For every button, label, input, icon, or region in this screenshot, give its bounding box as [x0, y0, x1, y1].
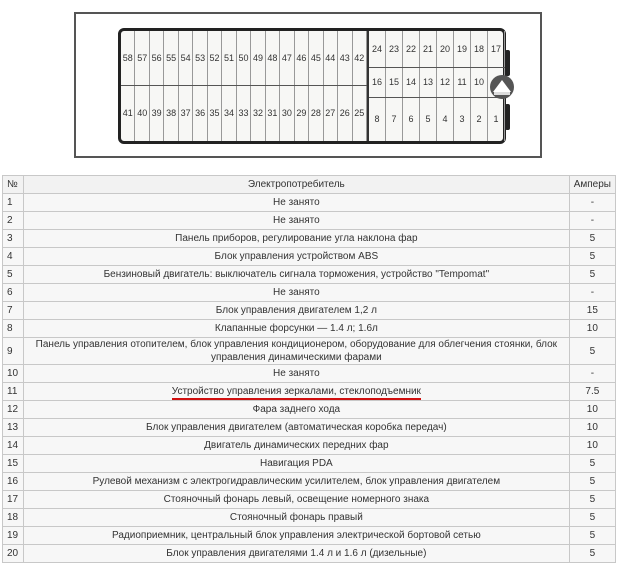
- consumer-text: Блок управления двигателем (автоматическая коробка передач): [146, 422, 447, 433]
- fuse-label: 49: [251, 31, 265, 86]
- fuse-consumer: [24, 302, 570, 320]
- fuse-amperage: 5: [569, 338, 615, 365]
- mount-slot-top: [505, 50, 510, 76]
- mount-slot-bottom: [505, 104, 510, 130]
- fuse-label: 14: [403, 67, 420, 97]
- fuse-label: 46: [295, 31, 309, 86]
- fuse-label: 41: [121, 86, 135, 141]
- fuse-label: 27: [324, 86, 338, 141]
- fuse-label: 35: [208, 86, 222, 141]
- fuse-box-diagram: [74, 12, 542, 158]
- fuse-label: 54: [179, 31, 193, 86]
- fuse-label: 10: [471, 67, 488, 97]
- fuse-consumer: [24, 401, 570, 419]
- fuse-amperage: 5: [569, 509, 615, 527]
- fuse-consumer: [24, 437, 570, 455]
- fuse-consumer: [24, 419, 570, 437]
- fuse-label: 5: [420, 97, 437, 141]
- consumer-text: Не занято: [273, 368, 320, 379]
- fuse-label: 1: [488, 97, 505, 141]
- consumer-text: Не занято: [273, 215, 320, 226]
- header-amps: Амперы: [569, 176, 615, 194]
- fuse-number: 8: [3, 320, 24, 338]
- fuse-consumer: [24, 509, 570, 527]
- fuse-label: 34: [222, 86, 236, 141]
- grid-divider: [369, 67, 505, 68]
- fuse-number: 12: [3, 401, 24, 419]
- fuse-label: 33: [237, 86, 251, 141]
- fuse-number: 4: [3, 248, 24, 266]
- table-row: [3, 509, 616, 527]
- fuse-number: 14: [3, 437, 24, 455]
- header-consumer: Электропотребитель: [24, 176, 570, 194]
- fuse-label: 13: [420, 67, 437, 97]
- fuse-number: 7: [3, 302, 24, 320]
- fuse-number: 10: [3, 365, 24, 383]
- fuse-label: 37: [179, 86, 193, 141]
- fuse-number: 15: [3, 455, 24, 473]
- fuse-label: 21: [420, 31, 437, 67]
- fuse-number: 13: [3, 419, 24, 437]
- table-row: [3, 266, 616, 284]
- fuse-amperage: 10: [569, 401, 615, 419]
- fuse-consumer: [24, 194, 570, 212]
- fuse-consumer: [24, 284, 570, 302]
- fuse-label: 42: [353, 31, 367, 86]
- fuse-label: 19: [454, 31, 471, 67]
- consumer-text: Рулевой механизм с электрогидравлическим усилителем, блок управления двигателем: [92, 476, 501, 487]
- fuse-number: 3: [3, 230, 24, 248]
- fuse-amperage: 5: [569, 455, 615, 473]
- table-row: [3, 230, 616, 248]
- fuse-label: 30: [280, 86, 294, 141]
- fuse-label: 55: [164, 31, 178, 86]
- table-row: [3, 365, 616, 383]
- fuse-amperage: 5: [569, 473, 615, 491]
- table-row: [3, 383, 616, 401]
- fuse-grid-small: [367, 31, 505, 141]
- fuse-label: 58: [121, 31, 135, 86]
- fuse-consumer: [24, 527, 570, 545]
- fuse-label: 48: [266, 31, 280, 86]
- consumer-text: Фара заднего хода: [252, 404, 341, 415]
- header-num: №: [3, 176, 24, 194]
- consumer-text: Не занято: [273, 197, 320, 208]
- consumer-text: Блок управления двигателями 1.4 л и 1.6 л (дизельные): [166, 548, 427, 559]
- fuse-label: 16: [369, 67, 386, 97]
- fuse-label: 51: [222, 31, 236, 86]
- fuse-label: 3: [454, 97, 471, 141]
- consumer-text: Стояночный фонарь левый, освещение номерного знака: [163, 494, 430, 505]
- fuse-label: 40: [135, 86, 149, 141]
- fuse-amperage: 5: [569, 266, 615, 284]
- consumer-text: Панель приборов, регулирование угла наклона фар: [175, 233, 418, 244]
- fuse-label: 36: [193, 86, 207, 141]
- fuse-consumer: [24, 230, 570, 248]
- fuse-amperage: 10: [569, 437, 615, 455]
- table-row: [3, 212, 616, 230]
- fuse-consumer: [24, 383, 570, 401]
- grid-divider: [121, 85, 367, 86]
- fuse-amperage: -: [569, 284, 615, 302]
- fuse-label: 15: [386, 67, 403, 97]
- fuse-number: 9: [3, 338, 24, 365]
- fuse-consumer: [24, 248, 570, 266]
- fuse-consumer: [24, 320, 570, 338]
- fuse-label: 45: [309, 31, 323, 86]
- table-row: [3, 473, 616, 491]
- highlighted-consumer-text: Устройство управления зеркалами, стеклоподъемник: [172, 386, 421, 400]
- table-row: [3, 401, 616, 419]
- fuse-amperage: -: [569, 212, 615, 230]
- fuse-label: 50: [237, 31, 251, 86]
- fuse-number: 17: [3, 491, 24, 509]
- table-row: [3, 302, 616, 320]
- fuse-number: 6: [3, 284, 24, 302]
- fuse-amperage: 15: [569, 302, 615, 320]
- fuse-number: 1: [3, 194, 24, 212]
- fuse-number: 18: [3, 509, 24, 527]
- watermark-logo-icon: [489, 74, 515, 100]
- fuse-label: 28: [309, 86, 323, 141]
- fuse-consumer: [24, 473, 570, 491]
- table-header-row: [3, 176, 616, 194]
- fuse-label: 11: [454, 67, 471, 97]
- fuse-label: 2: [471, 97, 488, 141]
- fuse-consumer: [24, 212, 570, 230]
- consumer-text: Не занято: [273, 287, 320, 298]
- table-row: [3, 527, 616, 545]
- consumer-text: Бензиновый двигатель: выключатель сигнала торможения, устройство "Tempomat": [103, 269, 490, 280]
- table-row: [3, 320, 616, 338]
- fuse-label: 22: [403, 31, 420, 67]
- fuse-label: 26: [338, 86, 352, 141]
- fuse-consumer: [24, 491, 570, 509]
- fuse-grid-large: [121, 31, 367, 141]
- fuse-consumer: [24, 545, 570, 563]
- fuse-amperage: 7.5: [569, 383, 615, 401]
- fuse-label: 44: [324, 31, 338, 86]
- table-row: [3, 545, 616, 563]
- fuse-label: 23: [386, 31, 403, 67]
- fuse-amperage: 5: [569, 491, 615, 509]
- table-row: [3, 437, 616, 455]
- fuse-label: 4: [437, 97, 454, 141]
- fuse-box-outline: [118, 28, 506, 144]
- fuse-amperage: -: [569, 194, 615, 212]
- consumer-text: Двигатель динамических передних фар: [204, 440, 389, 451]
- table-row: [3, 248, 616, 266]
- fuse-amperage: 10: [569, 320, 615, 338]
- table-row: [3, 284, 616, 302]
- fuse-label: 20: [437, 31, 454, 67]
- fuse-label: 17: [488, 31, 505, 67]
- table-row: [3, 194, 616, 212]
- fuse-amperage: 10: [569, 419, 615, 437]
- fuse-label: 38: [164, 86, 178, 141]
- fuse-label: 53: [193, 31, 207, 86]
- fuse-label: 56: [150, 31, 164, 86]
- fuse-number: 2: [3, 212, 24, 230]
- fuse-label: 57: [135, 31, 149, 86]
- table-row: [3, 491, 616, 509]
- grid-divider: [369, 97, 505, 98]
- fuse-number: 16: [3, 473, 24, 491]
- fuse-label: 29: [295, 86, 309, 141]
- fuse-consumer: [24, 266, 570, 284]
- fuse-number: 20: [3, 545, 24, 563]
- fuse-label: 31: [266, 86, 280, 141]
- fuse-label: 39: [150, 86, 164, 141]
- fuse-label: 18: [471, 31, 488, 67]
- fuse-amperage: 5: [569, 527, 615, 545]
- consumer-text: Панель управления отопителем, блок управления кондиционером, оборудование для облегчения стоянки, блок управления динамическими фарами: [35, 339, 558, 363]
- consumer-text: Стояночный фонарь правый: [229, 512, 363, 523]
- consumer-text: Блок управления двигателем 1,2 л: [215, 305, 377, 316]
- consumer-text: Радиоприемник, центральный блок управления электрической бортовой сетью: [112, 530, 481, 541]
- fuse-amperage: 5: [569, 248, 615, 266]
- fuse-amperage: -: [569, 365, 615, 383]
- consumer-text: Клапанные форсунки — 1.4 л; 1.6л: [214, 323, 378, 334]
- fuse-table: [2, 175, 616, 563]
- fuse-label: 32: [251, 86, 265, 141]
- fuse-number: 5: [3, 266, 24, 284]
- fuse-label: 24: [369, 31, 386, 67]
- fuse-label: 43: [338, 31, 352, 86]
- fuse-number: 11: [3, 383, 24, 401]
- table-row: [3, 455, 616, 473]
- table-row: [3, 419, 616, 437]
- fuse-label: 25: [353, 86, 367, 141]
- fuse-label: 12: [437, 67, 454, 97]
- fuse-consumer: [24, 365, 570, 383]
- consumer-text: Блок управления устройством ABS: [214, 251, 379, 262]
- fuse-label: 47: [280, 31, 294, 86]
- fuse-amperage: 5: [569, 230, 615, 248]
- fuse-label: 8: [369, 97, 386, 141]
- fuse-consumer: [24, 455, 570, 473]
- fuse-label: 6: [403, 97, 420, 141]
- fuse-number: 19: [3, 527, 24, 545]
- fuse-label: 7: [386, 97, 403, 141]
- fuse-label: 52: [208, 31, 222, 86]
- consumer-text: Навигация PDA: [259, 458, 333, 469]
- fuse-consumer: [24, 338, 570, 365]
- fuse-amperage: 5: [569, 545, 615, 563]
- table-row: [3, 338, 616, 365]
